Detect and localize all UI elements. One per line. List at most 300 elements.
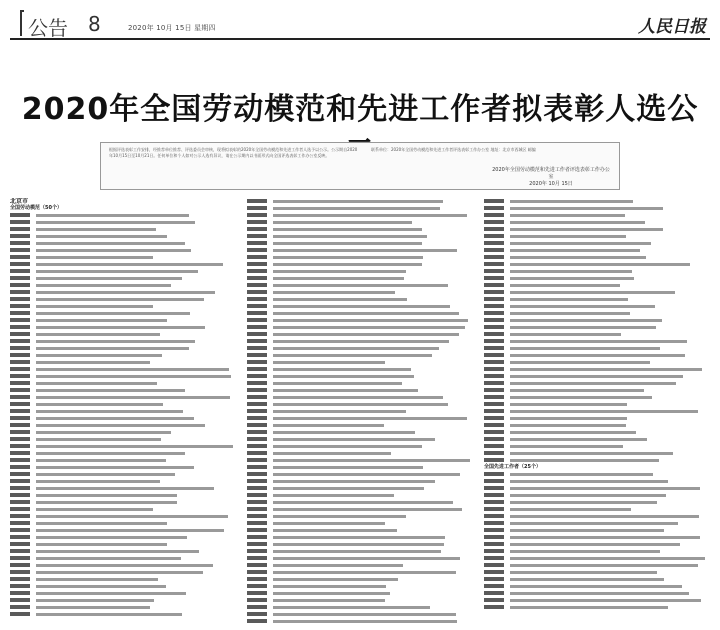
nominee-row (10, 275, 236, 282)
nominee-name-placeholder (484, 241, 504, 245)
nominee-name-placeholder (484, 563, 504, 567)
nominee-row (484, 520, 710, 527)
nominee-name-placeholder (247, 577, 267, 581)
nominee-row (10, 499, 236, 506)
nominee-row (484, 394, 710, 401)
nominee-name-placeholder (10, 591, 30, 595)
nominee-name-placeholder (247, 234, 267, 238)
nominee-row (484, 534, 710, 541)
nominee-detail-placeholder (273, 445, 422, 448)
nominee-detail-placeholder (510, 340, 687, 343)
nominee-row (484, 541, 710, 548)
nominee-name-placeholder (247, 465, 267, 469)
nominee-name-placeholder (484, 521, 504, 525)
nominee-name-placeholder (247, 437, 267, 441)
nominee-row (10, 583, 236, 590)
nominee-row (247, 562, 473, 569)
nominee-name-placeholder (484, 591, 504, 595)
nominee-detail-placeholder (36, 256, 153, 259)
nominee-detail-placeholder (273, 592, 390, 595)
nominee-name-placeholder (247, 535, 267, 539)
nominee-name-placeholder (247, 563, 267, 567)
nominee-row (484, 317, 710, 324)
nominee-detail-placeholder (36, 214, 189, 217)
nominee-row (484, 324, 710, 331)
nominee-name-placeholder (10, 444, 30, 448)
nominee-row (10, 506, 236, 513)
nominee-name-placeholder (247, 486, 267, 490)
nominee-row (10, 387, 236, 394)
nominee-row (247, 247, 473, 254)
nominee-detail-placeholder (273, 361, 385, 364)
headline: 2020年全国劳动模范和先进工作者拟表彰人选公 (21, 92, 699, 127)
nominee-detail-placeholder (36, 249, 191, 252)
nominee-row (10, 219, 236, 226)
nominee-row (10, 527, 236, 534)
signature-org: 2020年全国劳动模范和先进工作者评选表彰工作办公室 (492, 167, 610, 180)
nominee-detail-placeholder (510, 522, 678, 525)
nominee-row (484, 478, 710, 485)
nominee-detail-placeholder (273, 277, 404, 280)
nominee-detail-placeholder (36, 480, 160, 483)
nominee-row (247, 499, 473, 506)
nominee-name-placeholder (484, 318, 504, 322)
nominee-name-placeholder (484, 605, 504, 609)
nominee-row (484, 429, 710, 436)
nominee-detail-placeholder (36, 424, 205, 427)
nominee-detail-placeholder (273, 298, 407, 301)
nominee-row (247, 597, 473, 604)
nominee-row (10, 289, 236, 296)
nominee-detail-placeholder (273, 431, 415, 434)
nominee-row (10, 604, 236, 611)
nominee-row (247, 548, 473, 555)
nominee-name-placeholder (247, 241, 267, 245)
nominee-row (10, 597, 236, 604)
nominee-detail-placeholder (510, 263, 690, 266)
nominee-detail-placeholder (510, 249, 640, 252)
nominee-detail-placeholder (273, 312, 459, 315)
nominee-detail-placeholder (36, 347, 189, 350)
nominee-detail-placeholder (510, 291, 675, 294)
nominee-detail-placeholder (36, 291, 215, 294)
nominee-detail-placeholder (36, 452, 185, 455)
nominee-detail-placeholder (510, 221, 645, 224)
nominee-row (10, 296, 236, 303)
nominee-detail-placeholder (510, 473, 653, 476)
nominee-detail-placeholder (36, 606, 150, 609)
nominee-name-placeholder (10, 598, 30, 602)
nominee-name-placeholder (484, 458, 504, 462)
nominee-row (10, 331, 236, 338)
nominee-name-placeholder (247, 409, 267, 413)
nominee-row (10, 282, 236, 289)
nominee-detail-placeholder (510, 396, 652, 399)
nominee-name-placeholder (247, 283, 267, 287)
nominee-row (10, 541, 236, 548)
nominee-detail-placeholder (36, 501, 177, 504)
nominee-detail-placeholder (510, 529, 664, 532)
nominee-name-placeholder (247, 542, 267, 546)
nominee-detail-placeholder (510, 305, 655, 308)
nominee-name-placeholder (247, 472, 267, 476)
nominee-detail-placeholder (273, 389, 418, 392)
nominee-detail-placeholder (510, 578, 664, 581)
nominee-detail-placeholder (510, 564, 698, 567)
nominee-name-placeholder (10, 241, 30, 245)
nominee-name-placeholder (247, 206, 267, 210)
nominee-name-placeholder (10, 227, 30, 231)
nominee-name-placeholder (484, 311, 504, 315)
nominee-row (247, 513, 473, 520)
nominee-name-placeholder (484, 556, 504, 560)
nominee-detail-placeholder (510, 487, 700, 490)
nominee-name-placeholder (484, 500, 504, 504)
nominee-row (10, 373, 236, 380)
nominee-name-placeholder (10, 262, 30, 266)
nominee-detail-placeholder (510, 354, 685, 357)
nominee-name-placeholder (10, 437, 30, 441)
nominee-row (10, 380, 236, 387)
nominee-row (484, 562, 710, 569)
nominee-row (247, 583, 473, 590)
nominee-name-placeholder (484, 227, 504, 231)
notice-box (100, 142, 620, 190)
nominee-name-placeholder (10, 556, 30, 560)
nominee-name-placeholder (247, 444, 267, 448)
nominee-detail-placeholder (510, 543, 680, 546)
nominee-row (10, 233, 236, 240)
nominee-detail-placeholder (510, 375, 683, 378)
nominee-row (247, 233, 473, 240)
nominee-detail-placeholder (36, 375, 231, 378)
nominee-row (10, 520, 236, 527)
nominee-row (247, 527, 473, 534)
nominee-detail-placeholder (510, 585, 682, 588)
nominee-detail-placeholder (273, 578, 398, 581)
nominee-name-placeholder (484, 584, 504, 588)
nominee-row (484, 345, 710, 352)
nominee-detail-placeholder (510, 417, 627, 420)
nominee-detail-placeholder (510, 431, 636, 434)
nominee-row (247, 338, 473, 345)
nominee-detail-placeholder (273, 620, 457, 623)
nominee-row (10, 569, 236, 576)
nominee-detail-placeholder (510, 424, 626, 427)
nominee-row (484, 289, 710, 296)
nominee-row (247, 590, 473, 597)
nominee-detail-placeholder (36, 564, 213, 567)
nominee-name-placeholder (10, 563, 30, 567)
nominee-row (484, 422, 710, 429)
nominee-row (247, 275, 473, 282)
nominee-name-placeholder (10, 339, 30, 343)
nominee-name-placeholder (10, 570, 30, 574)
nominee-name-placeholder (247, 262, 267, 266)
nominee-detail-placeholder (36, 284, 171, 287)
nominee-row (484, 352, 710, 359)
nominee-detail-placeholder (510, 508, 631, 511)
nominee-name-placeholder (484, 430, 504, 434)
nominee-columns (10, 198, 710, 628)
nominee-name-placeholder (247, 493, 267, 497)
nominee-name-placeholder (247, 605, 267, 609)
nominee-name-placeholder (247, 248, 267, 252)
nominee-row (247, 450, 473, 457)
nominee-name-placeholder (484, 346, 504, 350)
nominee-row (247, 212, 473, 219)
nominee-detail-placeholder (510, 389, 644, 392)
nominee-row (247, 436, 473, 443)
nominee-name-placeholder (247, 619, 267, 623)
nominee-row (247, 373, 473, 380)
nominee-detail-placeholder (36, 487, 214, 490)
nominee-row (484, 457, 710, 464)
nominee-detail-placeholder (36, 221, 195, 224)
nominee-row (10, 443, 236, 450)
nominee-name-placeholder (247, 423, 267, 427)
nominee-row (10, 478, 236, 485)
nominee-name-placeholder (10, 465, 30, 469)
nominee-detail-placeholder (273, 599, 385, 602)
nominee-row (484, 275, 710, 282)
nominee-detail-placeholder (36, 417, 194, 420)
nominee-detail-placeholder (273, 207, 440, 210)
nominee-name-placeholder (10, 360, 30, 364)
nominee-detail-placeholder (36, 578, 158, 581)
nominee-detail-placeholder (273, 200, 443, 203)
nominee-name-placeholder (484, 255, 504, 259)
nominee-row (10, 422, 236, 429)
nominee-detail-placeholder (36, 473, 175, 476)
nominee-detail-placeholder (510, 550, 660, 553)
nominee-name-placeholder (10, 528, 30, 532)
nominee-detail-placeholder (510, 606, 668, 609)
nominee-name-placeholder (484, 276, 504, 280)
nominee-row (484, 338, 710, 345)
nominee-detail-placeholder (36, 382, 157, 385)
nominee-row (484, 583, 710, 590)
nominee-name-placeholder (247, 304, 267, 308)
nominee-name-placeholder (247, 311, 267, 315)
nominee-row (10, 338, 236, 345)
nominee-detail-placeholder (273, 606, 430, 609)
nominee-detail-placeholder (36, 396, 230, 399)
nominee-row (484, 226, 710, 233)
nominee-row (247, 394, 473, 401)
nominee-name-placeholder (484, 409, 504, 413)
nominee-name-placeholder (484, 535, 504, 539)
nominee-row (484, 268, 710, 275)
nominee-detail-placeholder (36, 599, 154, 602)
notice-body: 根据评选表彰工作安排，经推荐单位推荐、评选委员会审核，现将拟表彰的2020年全国劳动模范和先进工作者人选予以公示。公示期自2020年10月15日至10月21日。任何单位和个人如对公示人选有异议，请在公示期内以书面形式向全国评选表彰工作办公室反映。 (109, 147, 358, 158)
nominee-name-placeholder (484, 213, 504, 217)
nominee-detail-placeholder (510, 214, 625, 217)
nominee-name-placeholder (10, 255, 30, 259)
nominee-name-placeholder (247, 395, 267, 399)
province-heading: 北京市 (10, 198, 29, 205)
nominee-name-placeholder (10, 276, 30, 280)
nominee-detail-placeholder (273, 291, 395, 294)
nominee-name-placeholder (10, 346, 30, 350)
nominee-name-placeholder (10, 507, 30, 511)
nominee-detail-placeholder (273, 270, 406, 273)
nominee-row (10, 394, 236, 401)
nominee-row (247, 296, 473, 303)
nominee-detail-placeholder (273, 557, 460, 560)
nominee-rows (247, 198, 473, 625)
nominee-name-placeholder (247, 381, 267, 385)
nominee-detail-placeholder (36, 613, 182, 616)
nominee-detail-placeholder (510, 445, 623, 448)
nominee-detail-placeholder (273, 522, 385, 525)
nominee-row (247, 457, 473, 464)
nominee-name-placeholder (10, 234, 30, 238)
nominee-row (484, 436, 710, 443)
nominee-row (10, 352, 236, 359)
nominee-detail-placeholder (273, 473, 460, 476)
nominee-row (10, 317, 236, 324)
nominee-row (484, 401, 710, 408)
nominee-row (484, 366, 710, 373)
nominee-detail-placeholder (510, 501, 657, 504)
nominee-detail-placeholder (36, 242, 185, 245)
nominee-detail-placeholder (273, 375, 414, 378)
nominee-detail-placeholder (273, 319, 468, 322)
nominee-name-placeholder (484, 577, 504, 581)
nominee-name-placeholder (247, 514, 267, 518)
nominee-row (247, 380, 473, 387)
nominee-name-placeholder (10, 367, 30, 371)
nominee-row (247, 443, 473, 450)
nominee-name-placeholder (10, 493, 30, 497)
nominee-name-placeholder (10, 381, 30, 385)
nominee-detail-placeholder (273, 543, 444, 546)
nominee-name-placeholder (247, 402, 267, 406)
nominee-column-2 (247, 198, 473, 628)
nominee-name-placeholder (247, 528, 267, 532)
nominee-detail-placeholder (36, 403, 163, 406)
nominee-name-placeholder (10, 542, 30, 546)
paper-logo: 人民日报 (638, 17, 706, 37)
nominee-name-placeholder (247, 591, 267, 595)
nominee-detail-placeholder (36, 557, 181, 560)
nominee-detail-placeholder (273, 305, 450, 308)
nominee-name-placeholder (10, 311, 30, 315)
page-number: 8 (88, 12, 101, 36)
nominee-row (484, 387, 710, 394)
nominee-column-3 (484, 198, 710, 628)
nominee-row (484, 569, 710, 576)
nominee-name-placeholder (247, 570, 267, 574)
nominee-name-placeholder (247, 479, 267, 483)
nominee-name-placeholder (247, 213, 267, 217)
nominee-detail-placeholder (36, 277, 182, 280)
nominee-name-placeholder (484, 570, 504, 574)
nominee-name-placeholder (10, 409, 30, 413)
nominee-row (484, 247, 710, 254)
nominee-column-1 (10, 198, 236, 628)
nominee-detail-placeholder (510, 277, 634, 280)
nominee-detail-placeholder (273, 410, 406, 413)
nominee-row (484, 576, 710, 583)
notice-signature (491, 167, 611, 188)
nominee-name-placeholder (484, 444, 504, 448)
nominee-row (484, 485, 710, 492)
nominee-row (247, 415, 473, 422)
nominee-detail-placeholder (510, 536, 700, 539)
nominee-detail-placeholder (36, 228, 156, 231)
nominee-name-placeholder (484, 269, 504, 273)
nominee-row (10, 429, 236, 436)
nominee-row (247, 604, 473, 611)
nominee-name-placeholder (484, 388, 504, 392)
nominee-detail-placeholder (273, 256, 423, 259)
nominee-name-placeholder (10, 332, 30, 336)
nominee-detail-placeholder (273, 333, 459, 336)
nominee-name-placeholder (484, 451, 504, 455)
nominee-detail-placeholder (273, 536, 445, 539)
nominee-detail-placeholder (273, 284, 448, 287)
nominee-name-placeholder (10, 290, 30, 294)
nominee-name-placeholder (484, 528, 504, 532)
nominee-detail-placeholder (510, 459, 659, 462)
nominee-row (247, 506, 473, 513)
nominee-detail-placeholder (36, 550, 199, 553)
nominee-detail-placeholder (36, 319, 167, 322)
nominee-name-placeholder (10, 458, 30, 462)
nominee-row (10, 324, 236, 331)
nominee-name-placeholder (10, 416, 30, 420)
nominee-detail-placeholder (273, 354, 432, 357)
nominee-name-placeholder (247, 549, 267, 553)
nominee-name-placeholder (247, 255, 267, 259)
nominee-row (484, 443, 710, 450)
nominee-row (484, 450, 710, 457)
nominee-row (484, 233, 710, 240)
nominee-row (484, 310, 710, 317)
nominee-detail-placeholder (510, 452, 673, 455)
nominee-detail-placeholder (510, 368, 702, 371)
group-heading: 全国先进工作者（25个） (484, 464, 541, 470)
nominee-row (10, 548, 236, 555)
nominee-detail-placeholder (273, 515, 406, 518)
nominee-detail-placeholder (510, 284, 620, 287)
nominee-row (484, 212, 710, 219)
nominee-name-placeholder (484, 423, 504, 427)
nominee-detail-placeholder (273, 396, 443, 399)
nominee-name-placeholder (484, 262, 504, 266)
nominee-name-placeholder (10, 605, 30, 609)
nominee-name-placeholder (10, 395, 30, 399)
nominee-rows (10, 212, 236, 618)
nominee-row (484, 296, 710, 303)
nominee-detail-placeholder (510, 571, 657, 574)
nominee-name-placeholder (484, 199, 504, 203)
nominee-name-placeholder (247, 360, 267, 364)
nominee-name-placeholder (247, 353, 267, 357)
nominee-detail-placeholder (510, 403, 627, 406)
nominee-row (247, 422, 473, 429)
nominee-row (10, 415, 236, 422)
nominee-detail-placeholder (36, 263, 223, 266)
nominee-detail-placeholder (273, 452, 391, 455)
nominee-detail-placeholder (36, 543, 167, 546)
nominee-row (484, 597, 710, 604)
nominee-row (247, 611, 473, 618)
nominee-row (484, 282, 710, 289)
nominee-name-placeholder (247, 556, 267, 560)
